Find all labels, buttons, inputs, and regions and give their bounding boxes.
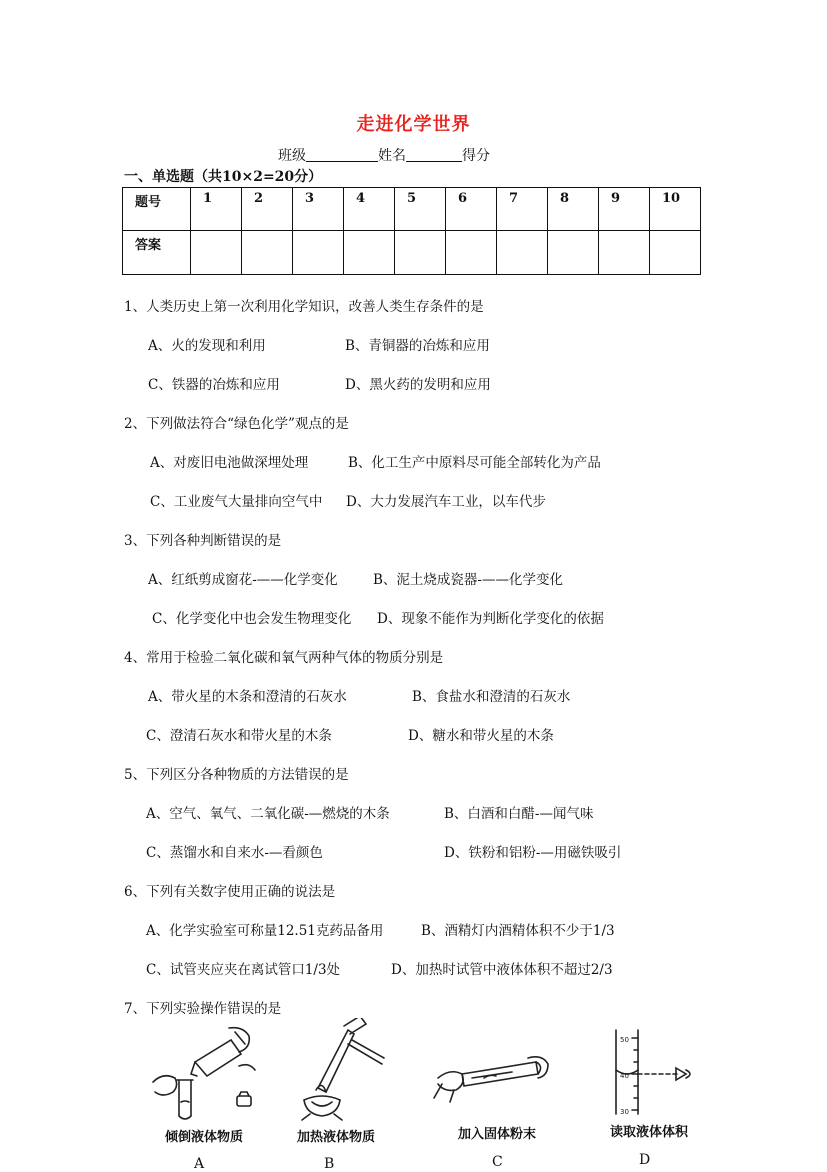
score-label: 得分 bbox=[462, 148, 490, 164]
figure-b-caption: 加热液体物质 bbox=[297, 1130, 376, 1145]
name-blank bbox=[406, 147, 462, 162]
table-row bbox=[123, 231, 701, 275]
question-number: 1 bbox=[191, 188, 242, 231]
student-info-line bbox=[278, 145, 490, 165]
answer-cell[interactable] bbox=[446, 231, 497, 275]
cylinder-tick-label: 40 bbox=[620, 1072, 629, 1080]
answer-cell[interactable] bbox=[344, 231, 395, 275]
pouring-liquid-illustration bbox=[145, 1022, 265, 1122]
question-number: 9 bbox=[599, 188, 650, 231]
figure-d-caption: 读取液体体积 bbox=[610, 1125, 689, 1140]
option-c: C、化学变化中也会发生物理变化 bbox=[152, 611, 352, 627]
question-stem: 7、下列实验操作错误的是 bbox=[124, 1001, 282, 1017]
question-stem: 4、常用于检验二氧化碳和氧气两种气体的物质分别是 bbox=[124, 650, 444, 666]
figure-d-letter: D bbox=[639, 1152, 651, 1168]
figure-b-letter: B bbox=[324, 1156, 335, 1172]
figure-a-letter: A bbox=[194, 1156, 205, 1172]
adding-powder-illustration bbox=[432, 1048, 552, 1108]
document-title: 走进化学世界 bbox=[356, 114, 471, 135]
answer-cell[interactable] bbox=[599, 231, 650, 275]
cylinder-tick-label: 30 bbox=[620, 1108, 629, 1116]
option-d: D、加热时试管中液体体积不超过2/3 bbox=[391, 962, 613, 978]
answer-cell[interactable] bbox=[242, 231, 293, 275]
option-d: D、铁粉和铝粉-—用磁铁吸引 bbox=[444, 845, 622, 861]
question-stem: 3、下列各种判断错误的是 bbox=[124, 533, 282, 549]
option-d: D、黑火药的发明和应用 bbox=[345, 377, 491, 393]
question-number: 3 bbox=[293, 188, 344, 231]
answer-cell[interactable] bbox=[191, 231, 242, 275]
question-stem: 6、下列有关数字使用正确的说法是 bbox=[124, 884, 336, 900]
option-d: D、大力发展汽车工业，以车代步 bbox=[346, 494, 546, 510]
option-c: C、澄清石灰水和带火星的木条 bbox=[146, 728, 332, 744]
option-a: A、火的发现和利用 bbox=[148, 338, 266, 354]
question-number: 10 bbox=[650, 188, 701, 231]
option-b: B、白酒和白醋-—闻气味 bbox=[444, 806, 594, 822]
option-a: A、空气、氧气、二氧化碳-—燃烧的木条 bbox=[146, 806, 390, 822]
class-blank bbox=[306, 147, 378, 162]
option-c: C、试管夹应夹在离试管口1/3处 bbox=[146, 962, 341, 978]
question-number: 4 bbox=[344, 188, 395, 231]
option-c: C、蒸馏水和自来水-—看颜色 bbox=[146, 845, 323, 861]
question-stem: 1、人类历史上第一次利用化学知识，改善人类生存条件的是 bbox=[124, 299, 484, 315]
option-a: A、对废旧电池做深埋处理 bbox=[150, 455, 309, 471]
answer-table bbox=[122, 187, 701, 275]
option-b: B、食盐水和澄清的石灰水 bbox=[412, 689, 571, 705]
option-a: A、化学实验室可称量12.51克药品备用 bbox=[146, 923, 384, 939]
class-label: 班级 bbox=[278, 148, 306, 164]
question-number: 6 bbox=[446, 188, 497, 231]
figure-c-caption: 加入固体粉末 bbox=[458, 1127, 537, 1142]
option-b: B、青铜器的冶炼和应用 bbox=[345, 338, 490, 354]
answer-cell[interactable] bbox=[293, 231, 344, 275]
question-stem: 5、下列区分各种物质的方法错误的是 bbox=[124, 767, 349, 783]
question-number-header: 题号 bbox=[123, 188, 191, 231]
option-d: D、现象不能作为判断化学变化的依据 bbox=[377, 611, 604, 627]
option-b: B、泥土烧成瓷器-——化学变化 bbox=[373, 572, 563, 588]
heating-liquid-illustration bbox=[290, 1018, 390, 1122]
question-number: 8 bbox=[548, 188, 599, 231]
answer-cell[interactable] bbox=[650, 231, 701, 275]
option-c: C、铁器的冶炼和应用 bbox=[148, 377, 280, 393]
figure-a-caption: 倾倒液体物质 bbox=[165, 1130, 244, 1145]
option-a: A、红纸剪成窗花-——化学变化 bbox=[148, 572, 338, 588]
section-heading: 一、单选题（共10×2=20分） bbox=[124, 169, 323, 185]
option-b: B、酒精灯内酒精体积不少于1/3 bbox=[421, 923, 615, 939]
name-label: 姓名 bbox=[378, 148, 406, 164]
question-number: 5 bbox=[395, 188, 446, 231]
cylinder-tick-label: 50 bbox=[620, 1036, 629, 1044]
answer-cell[interactable] bbox=[548, 231, 599, 275]
question-number: 2 bbox=[242, 188, 293, 231]
option-d: D、糖水和带火星的木条 bbox=[408, 728, 554, 744]
answer-cell[interactable] bbox=[497, 231, 548, 275]
question-number: 7 bbox=[497, 188, 548, 231]
reading-volume-illustration bbox=[608, 1028, 698, 1118]
option-a: A、带火星的木条和澄清的石灰水 bbox=[148, 689, 347, 705]
table-row bbox=[123, 188, 701, 231]
answer-cell[interactable] bbox=[395, 231, 446, 275]
answer-header: 答案 bbox=[123, 231, 191, 275]
option-c: C、工业废气大量排向空气中 bbox=[150, 494, 323, 510]
question-stem: 2、下列做法符合“绿色化学”观点的是 bbox=[124, 416, 349, 432]
option-b: B、化工生产中原料尽可能全部转化为产品 bbox=[348, 455, 601, 471]
figure-c-letter: C bbox=[492, 1154, 503, 1170]
